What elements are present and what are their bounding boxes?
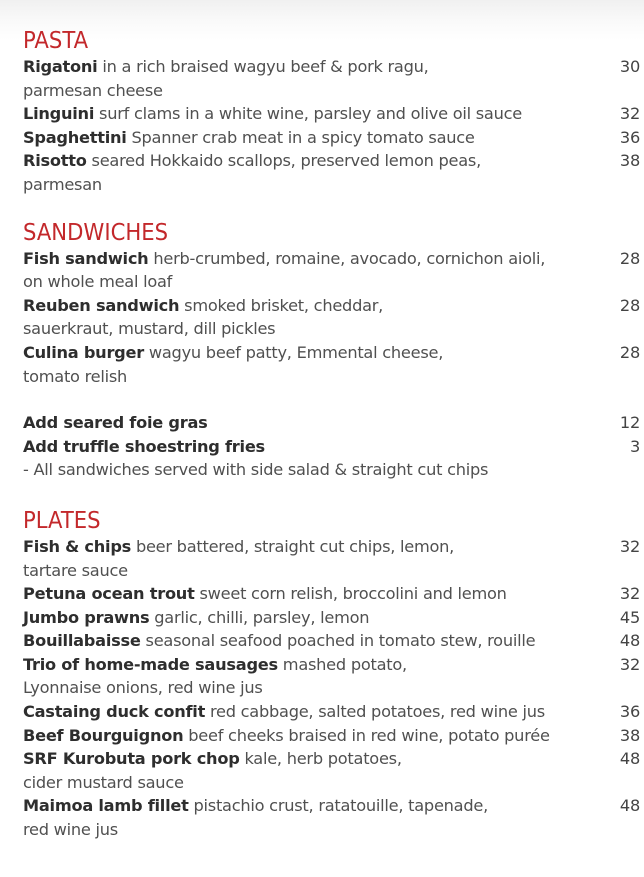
item-desc: seared Hokkaido scallops, preserved lemon peas, bbox=[86, 151, 482, 171]
item-desc: red cabbage, salted potatoes, red wine jus bbox=[205, 702, 545, 722]
item-name: Fish & chips bbox=[23, 536, 132, 556]
menu-page bbox=[23, 27, 640, 842]
item-price: 36 bbox=[619, 127, 640, 147]
item-name: Reuben sandwich bbox=[23, 295, 180, 315]
item-price: 28 bbox=[619, 248, 640, 268]
menu-item bbox=[23, 653, 640, 700]
item-price: 48 bbox=[619, 796, 640, 816]
item-desc-cont: parmesan bbox=[23, 174, 102, 194]
item-desc-cont: red wine jus bbox=[23, 820, 118, 840]
item-desc: beef cheeks braised in red wine, potato purée bbox=[183, 725, 550, 745]
item-name: Jumbo prawns bbox=[23, 607, 150, 627]
sandwich-addons bbox=[23, 411, 640, 482]
menu-item bbox=[23, 247, 640, 294]
menu-item bbox=[23, 724, 640, 748]
section-title-sandwiches: SANDWICHES bbox=[23, 219, 169, 246]
item-desc: garlic, chilli, parsley, lemon bbox=[149, 607, 370, 627]
item-name: Bouillabaisse bbox=[23, 631, 141, 651]
item-desc: herb-crumbed, romaine, avocado, cornichon aioli, bbox=[148, 248, 546, 268]
menu-item bbox=[23, 629, 640, 653]
item-price: 45 bbox=[619, 607, 640, 627]
item-desc: mashed potato, bbox=[277, 654, 407, 674]
section-sandwiches bbox=[23, 219, 640, 482]
menu-item bbox=[23, 535, 640, 582]
item-desc-cont: parmesan cheese bbox=[23, 80, 163, 100]
sandwich-note: - All sandwiches served with side salad & straight cut chips bbox=[23, 460, 489, 480]
item-name: Risotto bbox=[23, 151, 87, 171]
item-price: 48 bbox=[619, 631, 640, 651]
item-name: Spaghettini bbox=[23, 127, 127, 147]
addon-item bbox=[23, 411, 640, 435]
menu-item bbox=[23, 149, 640, 196]
addon-price: 3 bbox=[629, 436, 640, 456]
menu-item bbox=[23, 747, 640, 794]
item-price: 28 bbox=[619, 295, 640, 315]
menu-item bbox=[23, 582, 640, 606]
item-price: 32 bbox=[619, 104, 640, 124]
item-desc-cont: Lyonnaise onions, red wine jus bbox=[23, 678, 263, 698]
section-plates bbox=[23, 507, 640, 842]
menu-item bbox=[23, 794, 640, 841]
item-desc-cont: tartare sauce bbox=[23, 560, 128, 580]
menu-item bbox=[23, 606, 640, 630]
item-name: Linguini bbox=[23, 104, 95, 124]
addon-name: Add seared foie gras bbox=[23, 413, 208, 433]
item-desc: Spanner crab meat in a spicy tomato sauce bbox=[126, 127, 475, 147]
item-price: 28 bbox=[619, 342, 640, 362]
item-price: 38 bbox=[619, 151, 640, 171]
item-name: Fish sandwich bbox=[23, 248, 149, 268]
item-price: 32 bbox=[619, 536, 640, 556]
menu-item bbox=[23, 55, 640, 102]
section-pasta bbox=[23, 27, 640, 197]
menu-item bbox=[23, 341, 640, 388]
item-desc: wagyu beef patty, Emmental cheese, bbox=[143, 342, 444, 362]
section-title-plates: PLATES bbox=[23, 507, 101, 534]
item-name: Beef Bourguignon bbox=[23, 725, 184, 745]
item-name: Rigatoni bbox=[23, 57, 98, 76]
item-name: Castaing duck confit bbox=[23, 702, 206, 722]
item-desc-cont: tomato relish bbox=[23, 366, 128, 386]
item-price: 36 bbox=[619, 702, 640, 722]
item-desc: beer battered, straight cut chips, lemon, bbox=[131, 536, 455, 556]
section-title-pasta: PASTA bbox=[23, 28, 89, 54]
item-price: 38 bbox=[619, 725, 640, 745]
item-name: SRF Kurobuta pork chop bbox=[23, 749, 240, 769]
menu-item bbox=[23, 700, 640, 724]
item-desc: in a rich braised wagyu beef & pork ragu, bbox=[97, 57, 429, 76]
menu-item bbox=[23, 126, 640, 150]
item-desc-cont: on whole meal loaf bbox=[23, 272, 173, 292]
item-desc: kale, herb potatoes, bbox=[239, 749, 402, 769]
item-name: Maimoa lamb fillet bbox=[23, 796, 189, 816]
item-name: Trio of home-made sausages bbox=[23, 654, 278, 674]
addon-name: Add truffle shoestring fries bbox=[23, 436, 265, 456]
addon-price: 12 bbox=[619, 413, 640, 433]
item-price: 48 bbox=[619, 749, 640, 769]
item-name: Petuna ocean trout bbox=[23, 584, 195, 604]
item-desc: pistachio crust, ratatouille, tapenade, bbox=[188, 796, 488, 816]
menu-item bbox=[23, 294, 640, 341]
item-desc: smoked brisket, cheddar, bbox=[179, 295, 384, 315]
item-price: 32 bbox=[619, 584, 640, 604]
item-desc: surf clams in a white wine, parsley and olive oil sauce bbox=[94, 104, 522, 124]
item-desc: seasonal seafood poached in tomato stew, rouille bbox=[140, 631, 536, 651]
addon-item bbox=[23, 435, 640, 459]
item-desc: sweet corn relish, broccolini and lemon bbox=[194, 584, 507, 604]
item-price: 30 bbox=[619, 57, 640, 76]
item-desc-cont: sauerkraut, mustard, dill pickles bbox=[23, 319, 276, 339]
item-name: Culina burger bbox=[23, 342, 144, 362]
item-price: 32 bbox=[619, 654, 640, 674]
item-desc-cont: cider mustard sauce bbox=[23, 772, 184, 792]
menu-item bbox=[23, 102, 640, 126]
